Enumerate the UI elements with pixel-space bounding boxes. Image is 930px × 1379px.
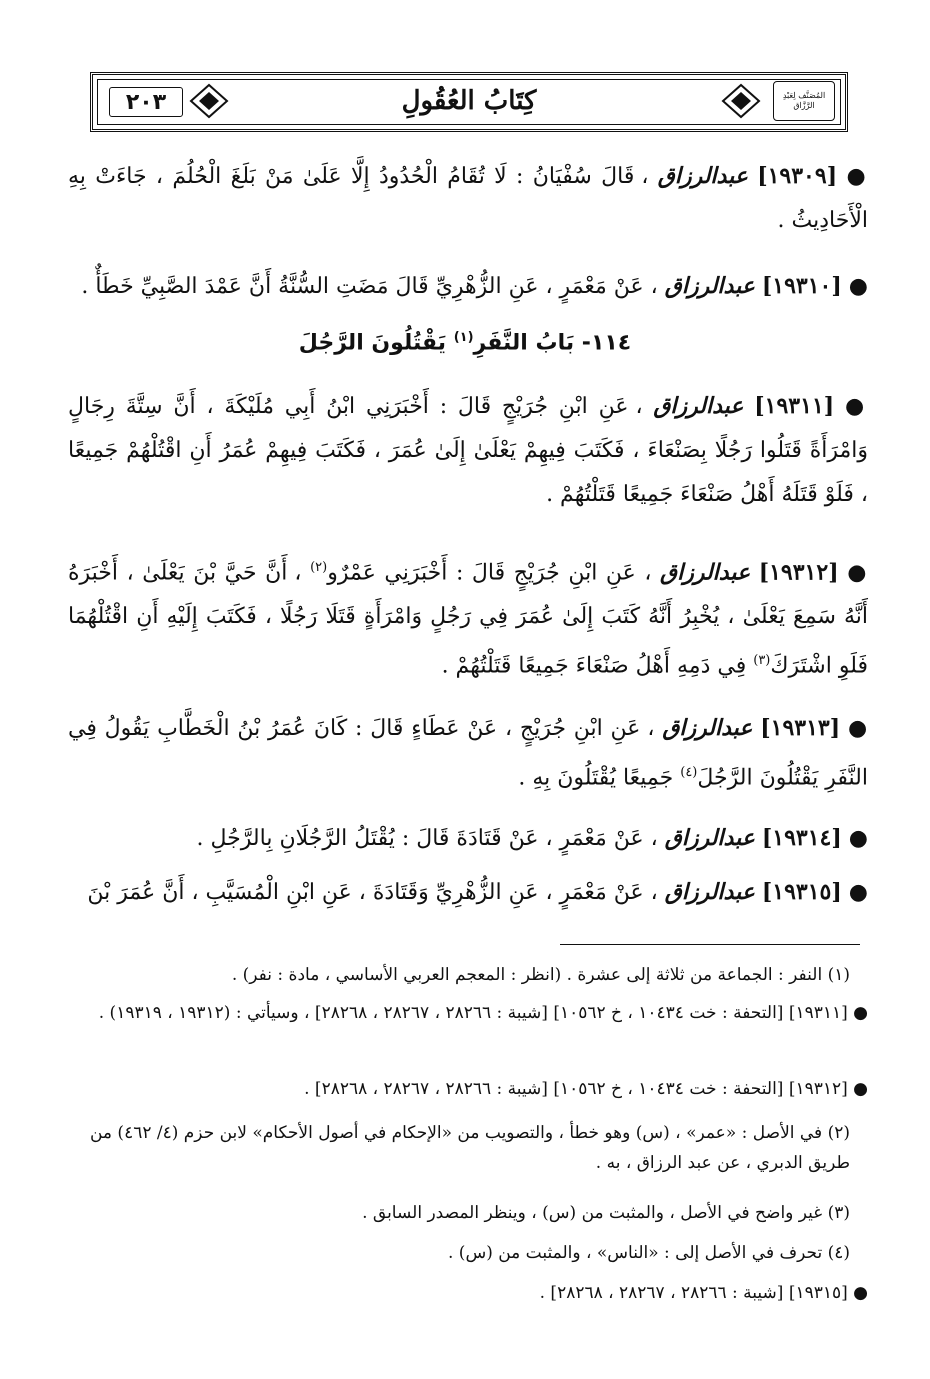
- narrator-name: عبدالرزاق: [664, 825, 755, 851]
- bullet-icon: ●: [848, 273, 868, 299]
- hadith-text: ، عَنْ مَعْمَرٍ ، عَنِ الزُّهْرِيِّ وَقَتَادَةَ ، عَنِ ابْنِ الْمُسَيَّبِ ، أَنَّ عُمَرَ بْنَ: [87, 880, 658, 905]
- bullet-icon: ●: [845, 393, 869, 419]
- hadith-text: ، عَنْ مَعْمَرٍ ، عَنِ الزُّهْرِيِّ قَالَ مَضَتِ السُّنَّةُ أَنَّ عَمْدَ الصَّبِيِّ خَطَأٌ .: [81, 274, 658, 299]
- bullet-icon: ●: [846, 163, 868, 189]
- bullet-icon: ●: [847, 715, 868, 741]
- footnote-marker: (٣): [753, 653, 771, 669]
- hadith-text: ، أَنَّ حَيَّ بْنَ يَعْلَىٰ ، أَخْبَرَهُ أَنَّهُ سَمِعَ يَعْلَىٰ ، يُخْبِرُ أَنَّهُ كَتَبَ إِلَىٰ عُمَرَ فِي رَجُلٍ وَامْرَأَةٍ قَتَلَا رَجُلًا ، فَكَتَبَ إِلَيْهِ أَنِ اقْتُلْهُمَا فَلَوِ اشْتَرَكَ: [68, 560, 868, 679]
- bullet-icon: ●: [848, 825, 868, 851]
- hadith-ref: [١٩٣١١]: [754, 393, 835, 419]
- book-title: كِتَابُ العُقُولِ: [401, 86, 537, 116]
- ornament-left-icon: [189, 83, 229, 119]
- hadith-text: ، عَنِ ابْنِ جُرَيْجٍ ، عَنْ عَطَاءٍ قَالَ : كَانَ عُمَرُ بْنُ الْخَطَّابِ يَقُولُ فِي النَّفَرِ يَقْتُلُونَ الرَّجُلَ: [68, 716, 868, 791]
- chapter-title: بَابُ النَّفَرِ: [473, 330, 575, 356]
- hadith-text: ، عَنْ مَعْمَرٍ ، عَنْ قَتَادَةَ قَالَ : يُقْتَلُ الرَّجُلَانِ بِالرَّجُلِ .: [196, 826, 658, 851]
- footnote-separator: [560, 944, 860, 945]
- narrator-name: عبدالرزاق: [653, 393, 744, 419]
- publisher-logo: المُصَنَّف لِعَبْدِ الرَّزَّاق: [773, 81, 835, 121]
- narrator-name: عبدالرزاق: [657, 163, 748, 189]
- hadith-19312: [68, 546, 868, 689]
- hadith-19314: [68, 816, 868, 861]
- hadith-text: ، عَنِ ابْنِ جُرَيْجٍ قَالَ : أَخْبَرَنِي عَمْرٌو: [327, 560, 652, 586]
- ornament-right-icon: [721, 83, 761, 119]
- footnote-marker: (٢): [310, 560, 328, 575]
- chapter-number: ١١٤-: [581, 330, 632, 356]
- bullet-icon: ●: [847, 559, 868, 586]
- hadith-19315: [68, 870, 868, 915]
- footnote-3: (٣) غير واضح في الأصل ، والمثبت من (س) ، وينظر المصدر السابق .: [362, 1203, 850, 1223]
- hadith-ref: [١٩٣١٠]: [761, 273, 842, 299]
- narrator-name: عبدالرزاق: [664, 879, 755, 905]
- footnote-4: (٤) تحرف في الأصل إلى : «الناس» ، والمثبت من (س) .: [448, 1243, 850, 1263]
- hadith-text: ، قَالَ سُفْيَانُ : لَا تُقَامُ الْحُدُودُ إِلَّا عَلَىٰ مَنْ بَلَغَ الْحُلُمَ ، جَاءَتْ بِهِ الْأَحَادِيثُ .: [68, 164, 868, 233]
- hadith-text: ، عَنِ ابْنِ جُرَيْجٍ قَالَ : أَخْبَرَنِي ابْنُ أَبِي مُلَيْكَةَ ، أَنَّ سِتَّةَ رِجَالٍ وَامْرَأَةً قَتَلُوا رَجُلًا بِصَنْعَاءَ ، فَكَتَبَ فِيهِمْ يَعْلَىٰ إِلَىٰ عُمَرَ ، فَكَتَبَ فِيهِمْ عُمَرُ أَنِ اقْتُلْهُمْ جَمِيعًا ، فَلَوْ قَتَلَهُ أَهْلُ صَنْعَاءَ جَمِيعًا قَتَلْتُهُمْ .: [68, 394, 868, 507]
- hadith-19309: [68, 154, 868, 243]
- hadith-ref: [١٩٣١٥]: [761, 879, 842, 905]
- hadith-19313: [68, 706, 868, 800]
- footnote-marker: (٤): [680, 765, 698, 780]
- narrator-name: عبدالرزاق: [660, 559, 751, 586]
- bullet-icon: ●: [848, 879, 868, 905]
- footnote-tahqiq-19311: ● [١٩٣١١] [التحفة : خت ١٠٤٣٤ ، خ ١٠٥٦٢] [شيبة : ٢٨٢٦٦ ، ٢٨٢٦٧ ، ٢٨٢٦٨] ، وسيأتي : (١٩٣١٢ ، ١٩٣١٩) .: [98, 1003, 868, 1023]
- running-header: [90, 72, 848, 132]
- hadith-ref: [١٩٣١٤]: [761, 825, 842, 851]
- hadith-19311: [68, 384, 868, 517]
- hadith-text: جَمِيعًا يُقْتَلُونَ بِهِ .: [518, 765, 674, 791]
- hadith-19310: [68, 264, 868, 309]
- footnote-marker: (١): [453, 330, 474, 345]
- page-number: ٢٠٣: [109, 87, 183, 117]
- footnote-2: (٢) في الأصل : «عمر» ، (س) وهو خطأ ، والتصويب من «الإحكام في أصول الأحكام» لابن حزم (٤/ ٤٦٢) من طريق الدبري ، عن عبد الرزاق ، به .: [89, 1123, 850, 1173]
- chapter-heading: [0, 330, 930, 355]
- footnote-tahqiq-19315: ● [١٩٣١٥] [شيبة : ٢٨٢٦٦ ، ٢٨٢٦٧ ، ٢٨٢٦٨] .: [539, 1283, 868, 1303]
- hadith-text: فِي دَمِهِ أَهْلُ صَنْعَاءَ جَمِيعًا قَتَلْتُهُمْ .: [441, 653, 747, 679]
- chapter-title-rest: يَقْتُلُونَ الرَّجُلَ: [298, 330, 447, 356]
- hadith-ref: [١٩٣٠٩]: [757, 163, 838, 189]
- narrator-name: عبدالرزاق: [664, 273, 755, 299]
- hadith-ref: [١٩٣١٣]: [760, 715, 841, 741]
- footnote-1: (١) النفر : الجماعة من ثلاثة إلى عشرة . (انظر : المعجم العربي الأساسي ، مادة : نفر) .: [231, 965, 850, 985]
- footnote-tahqiq-19312: ● [١٩٣١٢] [التحفة : خت ١٠٤٣٤ ، خ ١٠٥٦٢] [شيبة : ٢٨٢٦٦ ، ٢٨٢٦٧ ، ٢٨٢٦٨] .: [304, 1079, 868, 1099]
- hadith-ref: [١٩٣١٢]: [758, 559, 839, 586]
- narrator-name: عبدالرزاق: [662, 715, 753, 741]
